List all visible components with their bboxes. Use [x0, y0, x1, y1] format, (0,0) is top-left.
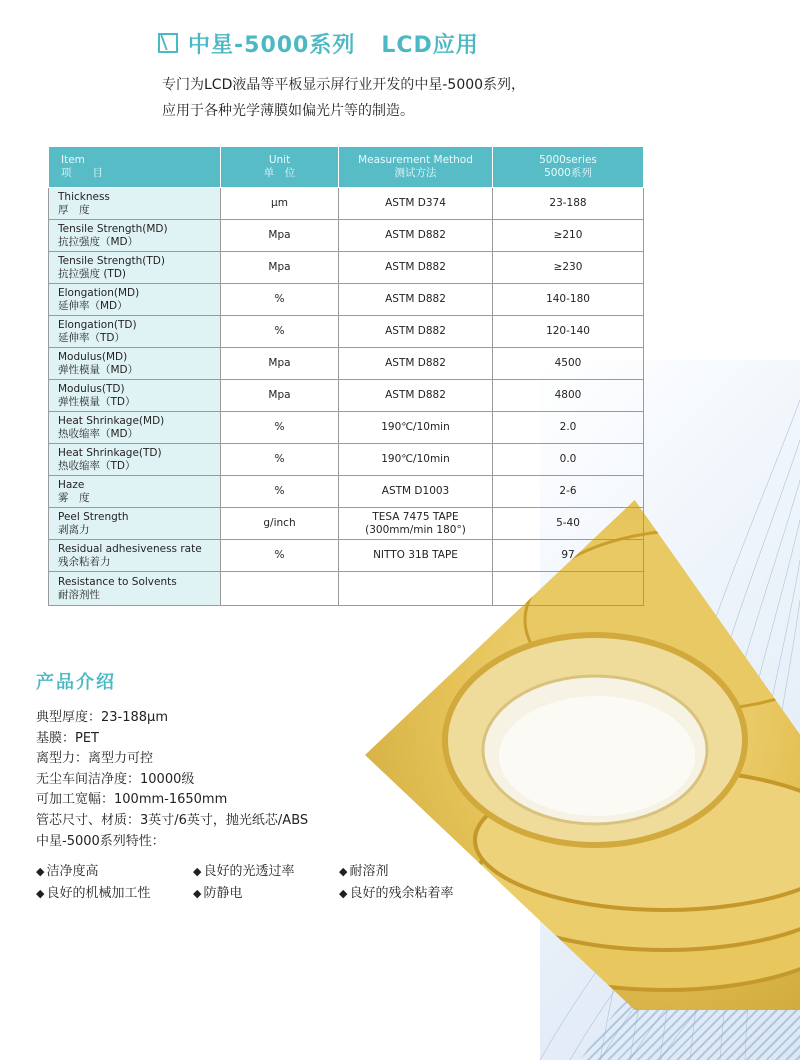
cell-unit: % — [221, 284, 339, 316]
cell-method-line: ASTM D882 — [385, 229, 446, 241]
page-title — [188, 28, 479, 59]
table-row — [49, 508, 644, 540]
spec-table-body — [49, 188, 644, 606]
cell-method-line: ASTM D882 — [385, 293, 446, 305]
header-method-cn: 测试方法 — [394, 167, 437, 179]
feature-label: 良好的机械加工性 — [46, 886, 151, 901]
cell-method-line: 190℃/10min — [381, 453, 450, 465]
cell-method — [339, 508, 493, 540]
spec-line: 无尘车间洁净度：10000级 — [36, 771, 195, 787]
cell-item-cn: 抗拉强度（MD） — [58, 235, 139, 248]
feature-item — [193, 882, 339, 901]
feature-label: 耐溶剂 — [349, 864, 389, 879]
product-spec-list — [36, 708, 308, 852]
cell-method-line: 190℃/10min — [381, 421, 450, 433]
cell-unit: Mpa — [221, 252, 339, 284]
cell-value: 4800 — [493, 380, 644, 412]
cell-method — [339, 220, 493, 252]
table-row — [49, 284, 644, 316]
cell-item-cn: 剥离力 — [58, 523, 90, 536]
cell-method-line: ASTM D882 — [385, 325, 446, 337]
cell-unit: % — [221, 444, 339, 476]
cell-item-en: Haze — [58, 478, 85, 491]
feature-label: 良好的光透过率 — [203, 864, 295, 879]
cell-method — [339, 252, 493, 284]
cell-item-en: Residual adhesiveness rate — [58, 542, 202, 555]
table-row — [49, 572, 644, 606]
cell-item-en: Heat Shrinkage(TD) — [58, 446, 162, 459]
cell-value: 23-188 — [493, 188, 644, 220]
cell-unit: % — [221, 316, 339, 348]
cell-method — [339, 572, 493, 606]
cell-method-line: (300mm/min 180°) — [365, 523, 466, 536]
cell-item — [49, 380, 221, 412]
header-method — [339, 147, 493, 188]
cell-value: ≥210 — [493, 220, 644, 252]
cell-unit: Mpa — [221, 380, 339, 412]
cell-item-en: Modulus(MD) — [58, 350, 128, 363]
table-row — [49, 220, 644, 252]
cell-item-cn: 延伸率（MD） — [58, 299, 128, 312]
diamond-bullet-icon: ◆ — [339, 887, 348, 900]
table-row — [49, 476, 644, 508]
header-item-cn: 项 目 — [61, 167, 103, 179]
title-sub: LCD应用 — [381, 33, 479, 58]
feature-item — [36, 860, 193, 879]
feature-list — [36, 860, 516, 901]
cell-value: 4500 — [493, 348, 644, 380]
header-value-en: 5000series — [539, 154, 597, 166]
intro-line: 应用于各种光学薄膜如偏光片等的制造。 — [162, 103, 414, 119]
cell-value: ≥230 — [493, 252, 644, 284]
spec-line: 典型厚度：23-188μm — [36, 710, 168, 725]
cell-method-line: ASTM D882 — [385, 261, 446, 273]
cell-item — [49, 316, 221, 348]
cell-item-en: Elongation(TD) — [58, 318, 137, 331]
title-logo-icon — [158, 33, 178, 53]
cell-unit: % — [221, 412, 339, 444]
cell-unit: % — [221, 476, 339, 508]
cell-method-line: ASTM D1003 — [381, 485, 450, 497]
cell-method-line: ASTM D882 — [385, 357, 446, 369]
feature-label: 洁净度高 — [46, 864, 99, 879]
cell-method — [339, 284, 493, 316]
table-row — [49, 412, 644, 444]
table-row — [49, 540, 644, 572]
diamond-bullet-icon: ◆ — [36, 865, 45, 878]
header-unit — [221, 147, 339, 188]
cell-item-en: Thickness — [58, 190, 110, 203]
cell-value: 5-40 — [493, 508, 644, 540]
cell-item-en: Tensile Strength(MD) — [58, 222, 168, 235]
table-row — [49, 252, 644, 284]
cell-item-en: Resistance to Solvents — [58, 575, 177, 588]
cell-unit: μm — [221, 188, 339, 220]
feature-item — [36, 882, 193, 901]
cell-method — [339, 476, 493, 508]
cell-value: 2-6 — [493, 476, 644, 508]
cell-item — [49, 220, 221, 252]
cell-method — [339, 380, 493, 412]
header-unit-en: Unit — [268, 154, 291, 166]
cell-value: 140-180 — [493, 284, 644, 316]
cell-item-cn: 雾 度 — [58, 491, 90, 504]
cell-item-en: Elongation(MD) — [58, 286, 140, 299]
cell-item — [49, 540, 221, 572]
feature-label: 良好的残余粘着率 — [349, 886, 454, 901]
title-main: 中星-5000系列 — [188, 33, 356, 58]
table-row — [49, 380, 644, 412]
header-item-en: Item — [61, 154, 85, 166]
spec-line: 管芯尺寸、材质：3英寸/6英寸，抛光纸芯/ABS — [36, 812, 309, 828]
cell-item — [49, 412, 221, 444]
cell-item-cn: 抗拉强度 (TD) — [58, 267, 127, 280]
feature-item — [193, 860, 339, 879]
cell-item-en: Heat Shrinkage(MD) — [58, 414, 165, 427]
spec-table — [48, 146, 644, 606]
cell-item — [49, 572, 221, 606]
cell-item-cn: 残余粘着力 — [58, 555, 111, 568]
cell-method-line: ASTM D882 — [385, 389, 446, 401]
cell-value: 120-140 — [493, 316, 644, 348]
header-value — [493, 147, 644, 188]
table-row — [49, 188, 644, 220]
cell-method — [339, 444, 493, 476]
cell-item — [49, 508, 221, 540]
cell-unit: % — [221, 540, 339, 572]
cell-unit: g/inch — [221, 508, 339, 540]
cell-item-cn: 热收缩率（TD） — [58, 459, 136, 472]
cell-item-cn: 延伸率（TD） — [58, 331, 125, 344]
table-row — [49, 348, 644, 380]
diamond-bullet-icon: ◆ — [339, 865, 348, 878]
cell-item — [49, 476, 221, 508]
spec-line: 离型力：离型力可控 — [36, 751, 154, 767]
table-header-row — [49, 147, 644, 188]
spec-line: 中星-5000系列特性： — [36, 833, 165, 849]
cell-item-cn: 弹性模量（TD） — [58, 395, 136, 408]
cell-item-cn: 弹性模量（MD） — [58, 363, 139, 376]
diamond-bullet-icon: ◆ — [36, 887, 45, 900]
cell-item-en: Modulus(TD) — [58, 382, 125, 395]
header-item — [49, 147, 221, 188]
cell-item-en: Peel Strength — [58, 510, 129, 523]
intro-paragraph — [162, 72, 602, 124]
cell-method — [339, 316, 493, 348]
diamond-bullet-icon: ◆ — [193, 865, 202, 878]
cell-item-cn: 热收缩率（MD） — [58, 427, 139, 440]
feature-label: 防静电 — [203, 886, 243, 901]
spec-line: 可加工宽幅：100mm-1650mm — [36, 792, 228, 808]
cell-value — [493, 572, 644, 606]
header-value-cn: 5000系列 — [544, 167, 592, 179]
diamond-bullet-icon: ◆ — [193, 887, 202, 900]
cell-item — [49, 252, 221, 284]
spec-line: 基膜：PET — [36, 730, 99, 746]
table-row — [49, 316, 644, 348]
header-unit-cn: 单 位 — [263, 167, 296, 179]
cell-item — [49, 348, 221, 380]
cell-value: 0.0 — [493, 444, 644, 476]
cell-item — [49, 444, 221, 476]
cell-method — [339, 412, 493, 444]
cell-value: 2.0 — [493, 412, 644, 444]
cell-method — [339, 348, 493, 380]
cell-unit — [221, 572, 339, 606]
cell-unit: Mpa — [221, 220, 339, 252]
cell-item-cn: 厚 度 — [58, 203, 90, 216]
cell-method — [339, 540, 493, 572]
cell-method-line: TESA 7475 TAPE — [372, 510, 459, 523]
cell-item — [49, 188, 221, 220]
cell-method-line: NITTO 31B TAPE — [373, 549, 458, 561]
cell-item-en: Tensile Strength(TD) — [58, 254, 165, 267]
feature-item — [339, 860, 489, 879]
cell-value: 97 — [493, 540, 644, 572]
header-method-en: Measurement Method — [358, 154, 473, 166]
cell-method — [339, 188, 493, 220]
feature-item — [339, 882, 489, 901]
cell-item — [49, 284, 221, 316]
table-row — [49, 444, 644, 476]
cell-item-cn: 耐溶剂性 — [58, 588, 100, 601]
cell-unit: Mpa — [221, 348, 339, 380]
cell-method-line: ASTM D374 — [385, 197, 446, 209]
product-section-title: 产品介绍 — [36, 672, 116, 693]
intro-line: 专门为LCD液晶等平板显示屏行业开发的中星-5000系列， — [162, 77, 526, 93]
